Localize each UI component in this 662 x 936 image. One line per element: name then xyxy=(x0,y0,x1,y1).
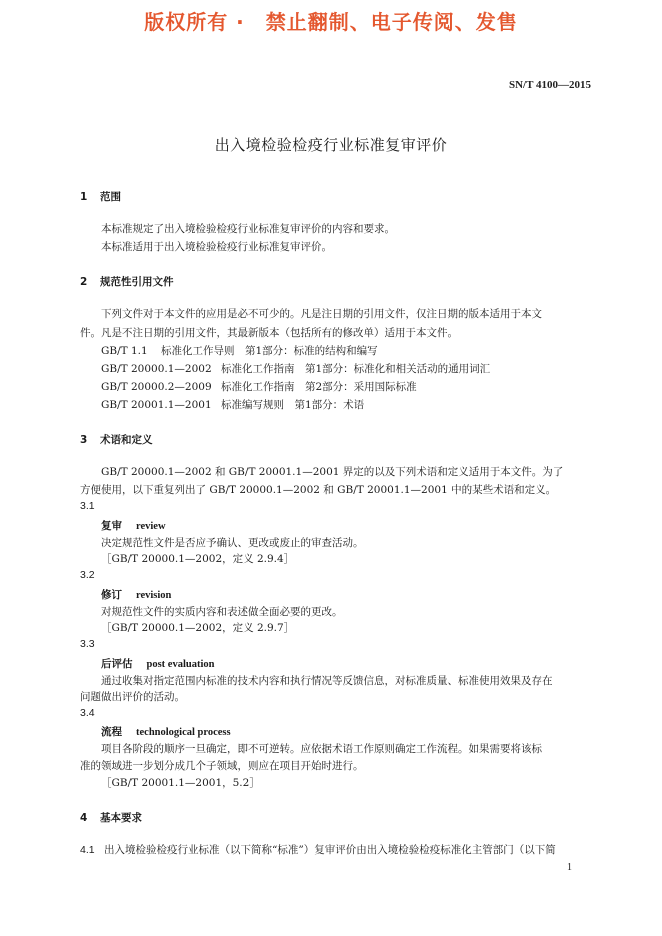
paragraph-line: GB/T 20000.1—2002 和 GB/T 20001.1—2001 界定的以及下列术语和定义适用于本文件。为了 xyxy=(101,466,564,478)
clause xyxy=(80,842,556,857)
reference-title: 标准编写规则 第1部分：术语 xyxy=(221,399,365,411)
paragraph-line: 件。凡是不注日期的引用文件，其最新版本（包括所有的修改单）适用于本文件。 xyxy=(80,327,458,339)
term-definition-line: 准的领域进一步划分成几个子领域，则应在项目开始时进行。 xyxy=(80,760,364,772)
section-title: 基本要求 xyxy=(100,812,142,824)
section-1-heading xyxy=(80,189,121,204)
reference-item xyxy=(101,361,490,376)
term-name xyxy=(101,518,166,533)
paragraph: 本标准规定了出入境检验检疫行业标准复审评价的内容和要求。 xyxy=(101,223,395,235)
term-name xyxy=(101,724,231,739)
term-definition-line: 问题做出评价的活动。 xyxy=(80,691,185,703)
section-number: 2 xyxy=(80,276,88,288)
section-title: 范围 xyxy=(100,191,121,203)
term-definition-line: 项目各阶段的顺序一旦确定，即不可逆转。应依据术语工作原则确定工作流程。如果需要将该标 xyxy=(101,743,542,755)
reference-title: 标准化工作导则 第1部分：标准的结构和编写 xyxy=(161,345,378,357)
term-definition: 决定规范性文件是否应予确认、更改或废止的审查活动。 xyxy=(101,537,364,549)
reference-code: GB/T 20000.2—2009 xyxy=(101,381,212,393)
term-en: technological process xyxy=(136,727,231,738)
term-number: 3.2 xyxy=(80,569,95,581)
section-4-heading xyxy=(80,810,142,825)
reference-item xyxy=(101,397,364,412)
reference-item xyxy=(101,343,378,358)
term-definition: 对规范性文件的实质内容和表述做全面必要的更改。 xyxy=(101,606,343,618)
term-name xyxy=(101,656,214,671)
section-number: 3 xyxy=(80,434,88,446)
section-2-heading xyxy=(80,274,174,289)
paragraph: 本标准适用于出入境检验检疫行业标准复审评价。 xyxy=(101,241,332,253)
term-en: review xyxy=(136,521,166,532)
clause-text: 出入境检验检疫行业标准（以下简称“标准”）复审评价由出入境检验检疫标准化主管部门（以下简 xyxy=(104,844,556,856)
term-number: 3.4 xyxy=(80,707,95,719)
term-source: ［GB/T 20000.1—2002，定义 2.9.4］ xyxy=(101,553,295,565)
section-title: 术语和定义 xyxy=(100,434,153,446)
copyright-watermark: 版权所有 · 禁止翻制、电子传阅、发售 xyxy=(144,10,518,34)
term-number: 3.3 xyxy=(80,638,95,650)
reference-code: GB/T 20000.1—2002 xyxy=(101,363,212,375)
term-name xyxy=(101,587,171,602)
term-number: 3.1 xyxy=(80,500,95,512)
term-zh: 复审 xyxy=(101,520,122,532)
reference-title: 标准化工作指南 第1部分：标准化和相关活动的通用词汇 xyxy=(221,363,491,375)
section-number: 4 xyxy=(80,812,88,824)
standard-code: SN/T 4100—2015 xyxy=(508,79,591,91)
term-en: post evaluation xyxy=(146,659,215,670)
section-title: 规范性引用文件 xyxy=(100,276,174,288)
term-source: ［GB/T 20000.1—2002，定义 2.9.7］ xyxy=(101,622,295,634)
term-zh: 后评估 xyxy=(101,658,133,670)
term-zh: 修订 xyxy=(101,589,122,601)
reference-code: GB/T 20001.1—2001 xyxy=(101,399,212,411)
term-definition-line: 通过收集对指定范围内标准的技术内容和执行情况等反馈信息，对标准质量、标准使用效果及存在 xyxy=(101,675,553,687)
term-zh: 流程 xyxy=(101,726,122,738)
page-number: 1 xyxy=(567,862,572,873)
section-number: 1 xyxy=(80,191,88,203)
page-title: 出入境检验检疫行业标准复审评价 xyxy=(214,136,448,154)
paragraph-line: 下列文件对于本文件的应用是必不可少的。凡是注日期的引用文件，仅注日期的版本适用于本文 xyxy=(101,308,542,320)
reference-code: GB/T 1.1 xyxy=(101,345,148,357)
term-source: ［GB/T 20001.1—2001，5.2］ xyxy=(101,777,260,789)
clause-number: 4.1 xyxy=(80,844,95,856)
reference-title: 标准化工作指南 第2部分：采用国际标准 xyxy=(221,381,417,393)
term-en: revision xyxy=(136,590,172,601)
reference-item xyxy=(101,379,417,394)
section-3-heading xyxy=(80,432,153,447)
paragraph-line: 方便使用，以下重复列出了 GB/T 20000.1—2002 和 GB/T 20001.1—2001 中的某些术语和定义。 xyxy=(80,484,557,496)
